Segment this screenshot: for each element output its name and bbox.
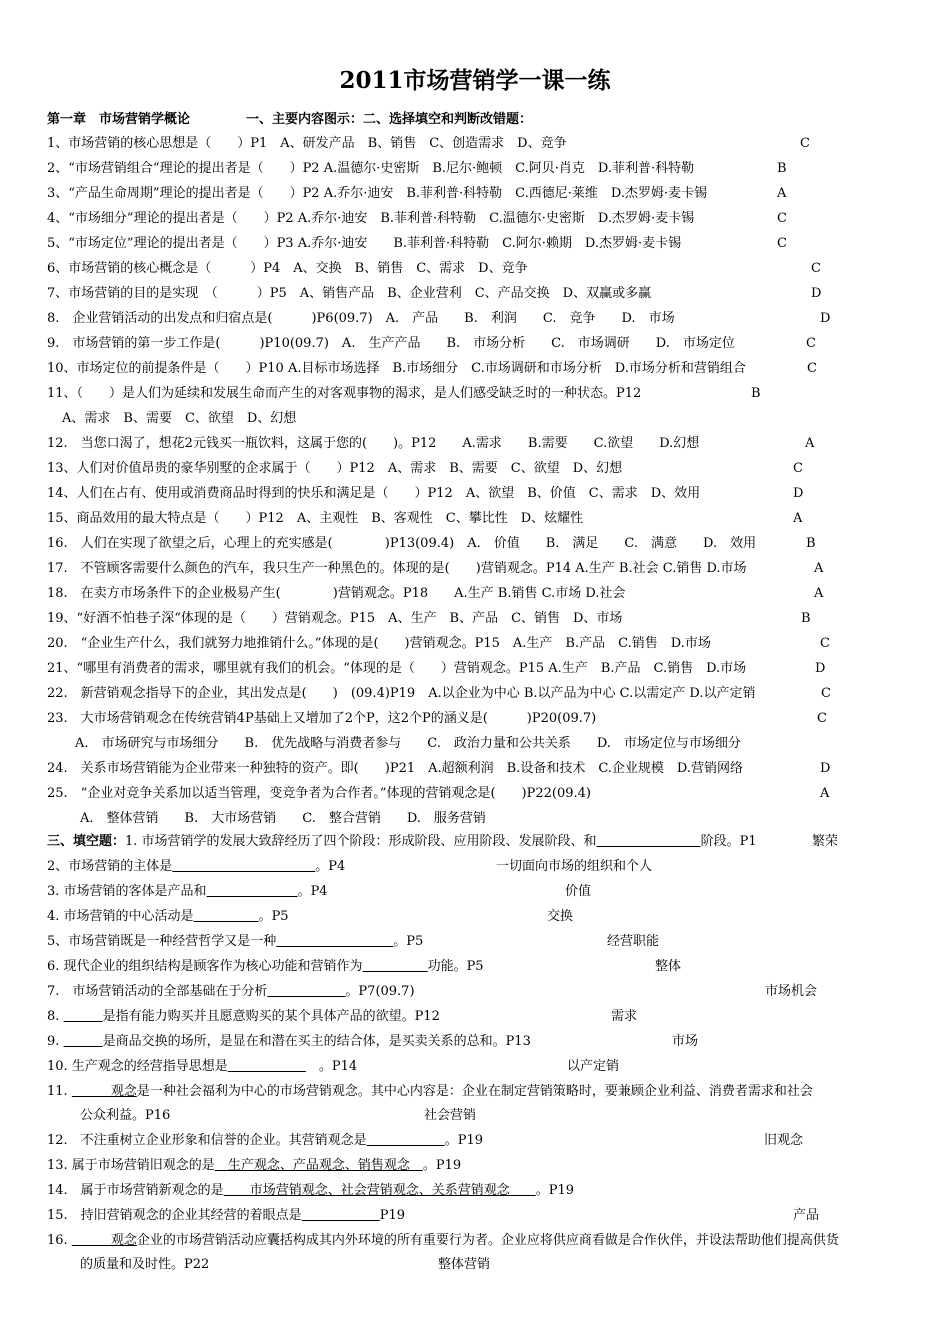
answer-text: C (793, 461, 803, 476)
options-line (0, 807, 950, 831)
answer-text: C (777, 211, 787, 226)
fill-blank: 市场营销观念、社会营销观念、关系营销观念 (223, 1183, 536, 1198)
fill-section-heading: 三、填空题： (47, 834, 126, 849)
fill-text: 企业的市场营销活动应囊括构成其内外环境的所有重要行为者。企业应将供应商看做是合作伙伴，并设法帮助他们提高供货 (136, 1233, 839, 1248)
fill-line (0, 955, 950, 979)
fill-line (0, 830, 950, 854)
fill-blank (64, 1009, 103, 1024)
chapter-heading-line (0, 108, 950, 132)
question-line (0, 282, 950, 306)
question-text: 20. “企业生产什么，我们就努力地推销什么。”体现的是( )营销观念。P15 A.生产 B.产品 C.销售 D.市场 (47, 636, 711, 651)
fill-line (0, 1204, 950, 1228)
options-text: A. 市场研究与市场细分 B. 优先战略与消费者参与 C. 政治力量和公共关系 D. 市场定位与市场细分 (75, 736, 741, 751)
answer-text: 以产定销 (567, 1059, 620, 1074)
answer-text: D (820, 311, 831, 326)
question-line (0, 507, 950, 531)
answer-text: 旧观念 (764, 1133, 804, 1148)
fill-blank (207, 884, 298, 899)
question-line (0, 682, 950, 706)
question-text: 23. 大市场营销观念在传统营销4P基础上又增加了2个P，这2个P的涵义是( )P20(09.7) (47, 711, 597, 726)
answer-text: C (817, 711, 827, 726)
question-line (0, 207, 950, 231)
fill-text: 8. (47, 1009, 64, 1024)
question-text: 7、市场营销的目的是实现 （ ）P5 A、销售产品 B、企业营利 C、产品交换 D、双赢或多赢 (47, 286, 652, 301)
question-text: 10、市场定位的前提条件是（ ）P10 A.目标市场选择 B.市场细分 C.市场调研和市场分析 D.市场分析和营销组合 (47, 361, 746, 376)
answer-text: D (820, 761, 831, 776)
question-text: 5、“市场定位”理论的提出者是（ ）P3 A.乔尔·迪安 B.菲利普·科特勒 C.阿尔·赖期 D.杰罗姆·麦卡锡 (47, 236, 682, 251)
answer-text: 整体 (655, 959, 682, 974)
answer-text: C (807, 361, 817, 376)
question-line (0, 357, 950, 381)
fill-line (0, 1030, 950, 1054)
fill-text: 7. 市场营销活动的全部基础在于分析 (47, 984, 268, 999)
question-line (0, 157, 950, 181)
question-text: 15、商品效用的最大特点是（ ）P12 A、主观性 B、客观性 C、攀比性 D、炫耀性 (47, 511, 584, 526)
question-text: 12. 当您口渴了，想花2元钱买一瓶饮料，这属于您的( )。P12 A.需求 B.需要 C.欲望 D.幻想 (47, 436, 700, 451)
fill-text: 。P5 (258, 909, 289, 924)
fill-blank (367, 1133, 445, 1148)
fill-blank (194, 909, 259, 924)
answer-text: C (777, 236, 787, 251)
answer-text: D (793, 486, 804, 501)
fill-text: 2、市场营销的主体是 (47, 859, 173, 874)
answer-text: A (777, 186, 787, 201)
fill-blank: 观念 (71, 1084, 137, 1099)
question-line (0, 432, 950, 456)
answer-text: B (777, 161, 787, 176)
question-text: 13、人们对价值昂贵的豪华别墅的企求属于（ ）P12 A、需求 B、需要 C、欲望 D、幻想 (47, 461, 623, 476)
question-text: 4、“市场细分”理论的提出者是（ ）P2 A.乔尔·迪安 B.菲利普·科特勒 C.温德尔·史密斯 D.杰罗姆·麦卡锡 (47, 211, 695, 226)
fill-line (0, 1253, 950, 1277)
fill-line (0, 1055, 950, 1079)
fill-text: P19 (379, 1208, 405, 1223)
question-text: 14、人们在占有、使用或消费商品时得到的快乐和满足是（ ）P12 A、欲望 B、价值 C、需求 D、效用 (47, 486, 701, 501)
answer-text: A (814, 586, 824, 601)
answer-text: 繁荣 (812, 834, 839, 849)
options-line (0, 407, 950, 431)
question-text: 11、（ ）是人们为延续和发展生命而产生的对客观事物的渴求，是人们感受缺乏时的一种状态。P12 (47, 386, 642, 401)
question-line (0, 232, 950, 256)
fill-blank (228, 1059, 306, 1074)
fill-line (0, 980, 950, 1004)
options-text: A、需求 B、需要 C、欲望 D、幻想 (62, 411, 297, 426)
options-line (0, 732, 950, 756)
fill-line (0, 1129, 950, 1153)
question-line (0, 482, 950, 506)
fill-text: 的质量和及时性。P22 (80, 1257, 210, 1272)
fill-text: 9. (47, 1034, 64, 1049)
answer-text: 经营职能 (607, 934, 660, 949)
answer-text: A (805, 436, 815, 451)
question-line (0, 607, 950, 631)
answer-text: C (811, 261, 821, 276)
fill-text: 15. 持旧营销观念的企业其经营的着眼点是 (47, 1208, 302, 1223)
fill-text: 11. (47, 1084, 72, 1099)
fill-blank (597, 834, 701, 849)
question-text: 3、“产品生命周期”理论的提出者是（ ）P2 A.乔尔·迪安 B.菲利普·科特勒 C.西德尼·莱维 D.杰罗姆·麦卡锡 (47, 186, 708, 201)
answer-text: B (801, 611, 811, 626)
fill-text: 。P4 (315, 859, 346, 874)
fill-text: 。P19 (535, 1183, 574, 1198)
fill-line (0, 855, 950, 879)
answer-text: C (821, 686, 831, 701)
question-line (0, 782, 950, 806)
fill-line (0, 1229, 950, 1253)
fill-text: 公众利益。P16 (80, 1108, 171, 1123)
fill-text: 。P4 (297, 884, 328, 899)
question-line (0, 557, 950, 581)
answer-text: A (820, 786, 830, 801)
fill-text: 12. 不注重树立企业形象和信誉的企业。其营销观念是 (47, 1133, 367, 1148)
answer-text: C (800, 136, 810, 151)
question-text: 22. 新营销观念指导下的企业，其出发点是( ) (09.4)P19 A.以企业为中心 B.以产品为中心 C.以需定产 D.以产定销 (47, 686, 756, 701)
fill-blank (302, 1208, 380, 1223)
fill-line (0, 905, 950, 929)
question-text: 17. 不管顾客需要什么颜色的汽车，我只生产一种黑色的。体现的是( )营销观念。P14 A.生产 B.社会 C.销售 D.市场 (47, 561, 747, 576)
answer-text: D (811, 286, 822, 301)
fill-text: 4. 市场营销的中心活动是 (47, 909, 194, 924)
answer-text: B (806, 536, 816, 551)
fill-line (0, 930, 950, 954)
fill-line (0, 1179, 950, 1203)
options-text: A. 整体营销 B. 大市场营销 C. 整合营销 D. 服务营销 (80, 811, 486, 826)
question-text: 18. 在卖方市场条件下的企业极易产生( )营销观念。P18 A.生产 B.销售 C.市场 D.社会 (47, 586, 626, 601)
question-line (0, 132, 950, 156)
fill-blank (363, 959, 428, 974)
fill-text: 。P19 (422, 1158, 462, 1173)
answer-text: 整体营销 (438, 1257, 491, 1272)
question-text: 1、市场营销的核心思想是（ ）P1 A、研发产品 B、销售 C、创造需求 D、竞争 (47, 136, 567, 151)
fill-text: 10. 生产观念的经营指导思想是 (47, 1059, 228, 1074)
question-text: 6、市场营销的核心概念是（ ）P4 A、交换 B、销售 C、需求 D、竞争 (47, 261, 528, 276)
question-line (0, 657, 950, 681)
fill-blank (267, 984, 345, 999)
answer-text: C (820, 636, 830, 651)
document-title: 2011市场营销学一课一练 (339, 67, 611, 94)
question-text: 16. 人们在实现了欲望之后，心理上的充实感是( )P13(09.4) A. 价值 B. 满足 C. 满意 D. 效用 (47, 536, 757, 551)
fill-text: 是商品交换的场所，是显在和潜在买主的结合体，是买卖关系的总和。P13 (102, 1034, 531, 1049)
fill-line (0, 1104, 950, 1128)
fill-blank (276, 934, 393, 949)
question-line (0, 182, 950, 206)
question-line (0, 457, 950, 481)
fill-text: 16. (47, 1233, 72, 1248)
answer-text: D (815, 661, 826, 676)
question-text: 9. 市场营销的第一步工作是( )P10(09.7) A. 生产产品 B. 市场分析 C. 市场调研 D. 市场定位 (47, 336, 735, 351)
question-text: 24. 关系市场营销能为企业带来一种独特的资产。即( )P21 A.超额利润 B.设备和技术 C.企业规模 D.营销网络 (47, 761, 744, 776)
answer-text: B (751, 386, 761, 401)
question-text: 8. 企业营销活动的出发点和归宿点是( )P6(09.7) A. 产品 B. 利润 C. 竞争 D. 市场 (47, 311, 675, 326)
section-heading: 一、主要内容图示：二、选择填空和判断改错题： (246, 112, 533, 127)
question-text: 21、“哪里有消费者的需求，哪里就有我们的机会。“体现的是（ ）营销观念。P15 A.生产 B.产品 C.销售 D.市场 (47, 661, 747, 676)
fill-text: 。P19 (444, 1133, 483, 1148)
fill-blank (172, 859, 315, 874)
fill-text: 3. 市场营销的客体是产品和 (47, 884, 207, 899)
fill-text: 是指有能力购买并且愿意购买的某个具体产品的欲望。P12 (102, 1009, 440, 1024)
fill-blank: 观念 (71, 1233, 137, 1248)
question-line (0, 532, 950, 556)
answer-text: 一切面向市场的组织和个人 (496, 859, 653, 874)
question-line (0, 382, 950, 406)
answer-text: 价值 (565, 884, 592, 899)
question-line (0, 632, 950, 656)
question-text: 2、“市场营销组合“理论的提出者是（ ）P2 A.温德尔·史密斯 B.尼尔·鲍顿 C.阿贝·肖克 D.菲利普·科特勒 (47, 161, 695, 176)
answer-text: 市场机会 (765, 984, 818, 999)
chapter-title: 第一章 市场营销学概论 (47, 112, 191, 127)
fill-text: 。P7(09.7) (345, 984, 415, 999)
answer-text: 需求 (611, 1009, 638, 1024)
fill-text: 6. 现代企业的组织结构是顾客作为核心功能和营销作为 (47, 959, 363, 974)
answer-text: C (806, 336, 816, 351)
fill-text: 。P5 (393, 934, 424, 949)
question-line (0, 307, 950, 331)
fill-blank (64, 1034, 103, 1049)
fill-line (0, 1080, 950, 1104)
answer-text: 社会营销 (424, 1108, 477, 1123)
fill-text: 14. 属于市场营销新观念的是 (47, 1183, 224, 1198)
fill-line (0, 880, 950, 904)
answer-text: 产品 (793, 1208, 820, 1223)
fill-text: 13. 属于市场营销旧观念的是 (47, 1158, 215, 1173)
question-line (0, 582, 950, 606)
fill-text: 功能。P5 (427, 959, 484, 974)
question-line (0, 757, 950, 781)
question-text: 25. “企业对竞争关系加以适当管理，变竞争者为合作者。”体现的营销观念是( )P22(09.4) (47, 786, 591, 801)
fill-text: 是一种社会福利为中心的市场营销观念。其中心内容是：企业在制定营销策略时，要兼顾企业利益、消费者需求和社会 (136, 1084, 813, 1099)
question-text: 19、“好酒不怕巷子深“体现的是（ ）营销观念。P15 A、生产 B、产品 C、销售 D、市场 (47, 611, 623, 626)
question-line (0, 257, 950, 281)
answer-text: A (814, 561, 824, 576)
answer-text: A (793, 511, 803, 526)
answer-text: 交换 (547, 909, 574, 924)
fill-blank: 生产观念、产品观念、销售观念 (214, 1158, 423, 1173)
fill-text: 1. 市场营销学的发展大致辞经历了四个阶段：形成阶段、应用阶段、发展阶段、和 (125, 834, 597, 849)
fill-text: 。P14 (305, 1059, 358, 1074)
fill-text: 5、市场营销既是一种经营哲学又是一种 (47, 934, 277, 949)
fill-text: 阶段。P1 (700, 834, 757, 849)
fill-line (0, 1154, 950, 1178)
fill-line (0, 1005, 950, 1029)
answer-text: 市场 (672, 1034, 699, 1049)
question-line (0, 332, 950, 356)
question-line (0, 707, 950, 731)
